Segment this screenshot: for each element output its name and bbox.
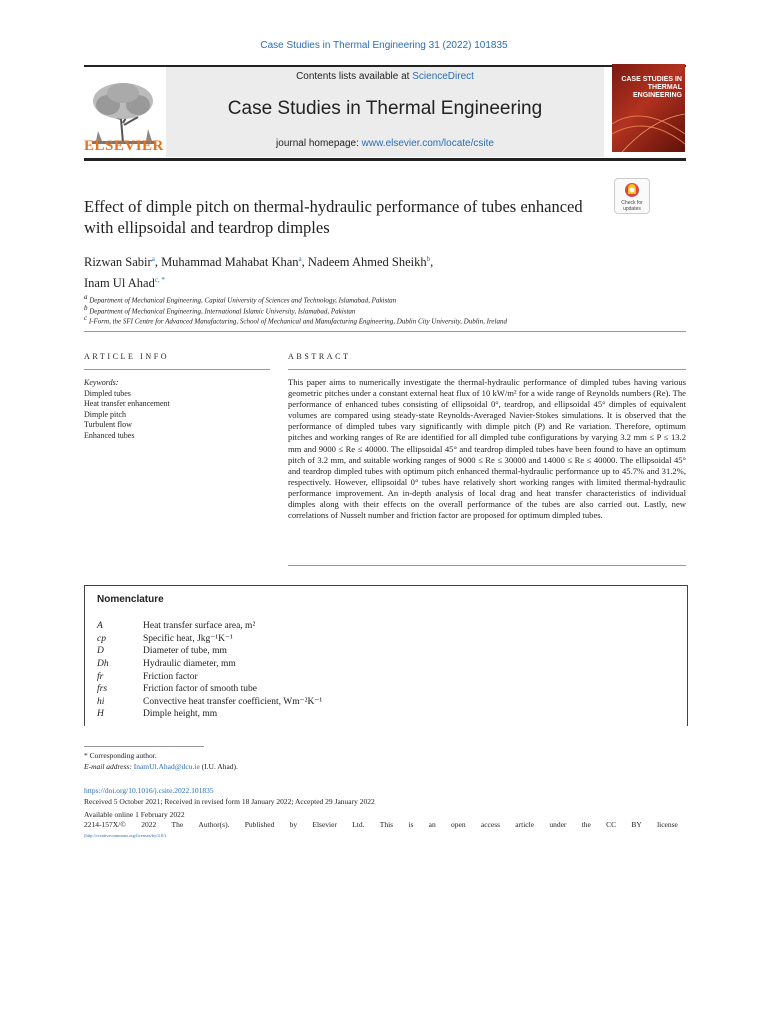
affiliation-mark: b (84, 304, 88, 312)
nomenclature-table (97, 620, 322, 721)
author-name[interactable]: Nadeem Ahmed Sheikh (307, 255, 427, 270)
nomenclature-desc: Convective heat transfer coefficient, Wm⁻²K⁻¹ (143, 697, 323, 708)
contents-prefix: Contents lists available at (296, 71, 413, 82)
author-separator: , (430, 255, 434, 270)
copyright-word: Author(s). (198, 820, 230, 829)
nomenclature-desc: Hydraulic diameter, mm (143, 659, 236, 670)
author-separator: , (301, 255, 308, 270)
copyright-word: BY (631, 820, 642, 829)
copyright-word: the (581, 820, 591, 829)
copyright-word: open (451, 820, 466, 829)
author-name[interactable]: Rizwan Sabir (84, 255, 152, 270)
journal-cover-image[interactable] (612, 64, 685, 152)
footnote (84, 750, 484, 772)
affiliation-text: Department of Mechanical Engineering, International Islamic University, Islamabad, Pakistan (89, 307, 356, 316)
nomenclature-row (97, 670, 322, 683)
affiliation-text: Department of Mechanical Engineering, Capital University of Sciences and Technology, Islamabad, Pakistan (89, 296, 397, 305)
masthead-bottom-rule (84, 158, 686, 161)
copyright-word: This (379, 820, 394, 829)
keyword: Dimpled tubes (84, 388, 131, 398)
nomenclature-symbol: fr (97, 671, 104, 682)
email-label: E-mail address: (84, 762, 134, 771)
nomenclature-symbol: hi (97, 696, 105, 707)
nomenclature-title: Nomenclature (97, 594, 164, 605)
nomenclature-row (97, 620, 322, 633)
author-separator: , (154, 255, 162, 270)
nomenclature-symbol: Dh (97, 659, 109, 670)
keyword: Turbulent flow (84, 420, 132, 429)
sciencedirect-link[interactable]: ScienceDirect (412, 71, 474, 82)
affiliation-mark: c (84, 314, 88, 322)
article-info-heading: ARTICLE INFO (84, 352, 170, 361)
nomenclature-desc: Diameter of tube, mm (143, 646, 227, 657)
nomenclature-symbol: H (97, 709, 104, 720)
email-suffix: (I.U. Ahad). (199, 762, 238, 771)
nomenclature-desc: Friction factor (143, 671, 198, 682)
copyright-word: access (480, 820, 501, 829)
received-dates: Received 5 October 2021; Received in revised form 18 January 2022; Accepted 29 January 2022 (84, 797, 375, 806)
keyword: Dimple pitch (84, 409, 126, 419)
divider (288, 369, 686, 370)
author-affiliation-mark[interactable]: b (426, 255, 431, 263)
check-updates-label: Check for updates (621, 200, 643, 212)
doi-link[interactable]: https://doi.org/10.1016/j.csite.2022.101835 (84, 786, 214, 795)
copyright-word: Elsevier (312, 820, 337, 829)
nomenclature-desc: Dimple height, mm (143, 709, 218, 720)
author-affiliation-mark[interactable]: c, * (154, 276, 165, 285)
nomenclature-desc: Specific heat, Jkg⁻¹K⁻¹ (143, 634, 233, 645)
author-name[interactable]: Muhammad Mahabat Khan (161, 255, 299, 270)
license-link[interactable]: (http://creativecommons.org/licenses/by/4.0/). (84, 833, 168, 838)
nomenclature-symbol: A (97, 621, 103, 632)
copyright-word: 2022 (141, 820, 157, 829)
nomenclature-row (97, 633, 322, 646)
copyright-word: article (515, 820, 535, 829)
check-for-updates-button[interactable] (614, 178, 650, 214)
journal-citation[interactable]: Case Studies in Thermal Engineering 31 (2022) 101835 (260, 40, 508, 51)
check-updates-icon (624, 182, 640, 198)
abstract-text: This paper aims to numerically investigate the thermal-hydraulic performance of dimpled tubes having various geometric pitches under a constant external heat flux of 10 kW/m² for a wide range of Reynolds numbers (Re). The performance of enhanced tubes consisting of ellipsoidal 0°, teardrop, and ellipsoidal 45° dimples of equivalent volumes are compared using steady-state Reynolds-Averaged Navier-Stokes simulations. It is observed that the performance of dimpled tubes vary significantly with dimple pitch (P) and Re variation. Therefore, optimum pitches and working ranges of Re are identified for all dimpled tube configurations by varying 3.2 mm ≤ P ≤ 13.2 mm and 9000 ≤ Re ≤ 40000. The ellipsoidal 45° and teardrop dimpled tubes have been found to have an optimum pitch of 3.2 mm, and suitable working ranges of 9000 ≤ Re ≤ 30000 and 14000 ≤ Re ≤ 40000. The ellipsoidal 45° and teardrop dimpled tubes with optimum pitch enhanced thermal-hydraulic performance up to 45.7% and 31.2%, respectively. However, ellipsoidal 0° tubes have relatively short working ranges with limited thermal-hydraulic performance improvement. An in-depth analysis of local drag and heat transfer characteristics of individual dimples along with their effects on the overall performance of the tubes are also carried out. Lastly, new correlations of Nusselt number and friction factor are proposed for optimum dimpled tubes. (288, 377, 686, 521)
copyright-line (84, 820, 678, 829)
nomenclature-row (97, 708, 322, 721)
nomenclature-row (97, 658, 322, 671)
copyright-word: is (408, 820, 414, 829)
nomenclature-row (97, 696, 322, 709)
journal-name: Case Studies in Thermal Engineering (227, 98, 543, 119)
nomenclature-row (97, 683, 322, 696)
nomenclature-symbol: frs (97, 684, 108, 695)
copyright-word: an (428, 820, 436, 829)
author-affiliation-mark[interactable]: a (151, 255, 155, 263)
copyright-word: The (171, 820, 184, 829)
affiliation (84, 314, 694, 325)
abstract-heading: ABSTRACT (288, 352, 351, 361)
copyright-word: by (289, 820, 298, 829)
contents-line (166, 71, 604, 82)
elsevier-wordmark: ELSEVIER (84, 138, 164, 154)
divider (84, 369, 270, 370)
keyword: Heat transfer enhancement (84, 399, 170, 408)
footnote-rule (84, 746, 204, 747)
copyright-word: under (549, 820, 567, 829)
homepage-line (166, 138, 604, 149)
email-line (84, 761, 484, 772)
affiliation-text: I-Form, the SFI Centre for Advanced Manufacturing, School of Mechanical and Manufacturing Engineering, Dublin City University, Dublin, Ireland (88, 317, 507, 326)
nomenclature-row (97, 645, 322, 658)
author-affiliation-mark[interactable]: a (298, 255, 302, 263)
author-name[interactable]: Inam Ul Ahad (84, 276, 155, 291)
author-list (84, 250, 604, 292)
homepage-link[interactable]: www.elsevier.com/locate/csite (361, 138, 494, 149)
nomenclature-symbol: D (97, 646, 104, 657)
keywords-block (84, 378, 270, 441)
copyright-word: 2214-157X/© (84, 820, 126, 829)
corresponding-author-note: * Corresponding author. (84, 751, 157, 760)
affiliation-mark: a (84, 293, 88, 301)
divider (84, 331, 686, 332)
homepage-prefix: journal homepage: (276, 138, 362, 149)
copyright-word: CC (606, 820, 617, 829)
affiliation (84, 293, 694, 304)
divider (288, 565, 686, 566)
copyright-word: license (657, 820, 678, 829)
cover-title: CASE STUDIES IN THERMAL ENGINEERING (621, 76, 682, 99)
nomenclature-symbol: cp (97, 633, 106, 644)
article-title: Effect of dimple pitch on thermal-hydraulic performance of tubes enhanced with ellipsoidal and teardrop dimples (84, 197, 583, 237)
copyright-word: Ltd. (352, 820, 365, 829)
copyright-word: Published (244, 820, 275, 829)
nomenclature-desc: Friction factor of smooth tube (143, 684, 257, 695)
online-date: Available online 1 February 2022 (84, 810, 185, 819)
email-link[interactable]: InamUl.Ahad@dcu.ie (133, 762, 200, 771)
nomenclature-desc: Heat transfer surface area, m² (143, 621, 256, 632)
keywords-label: Keywords: (84, 378, 119, 387)
keyword: Enhanced tubes (84, 430, 135, 440)
